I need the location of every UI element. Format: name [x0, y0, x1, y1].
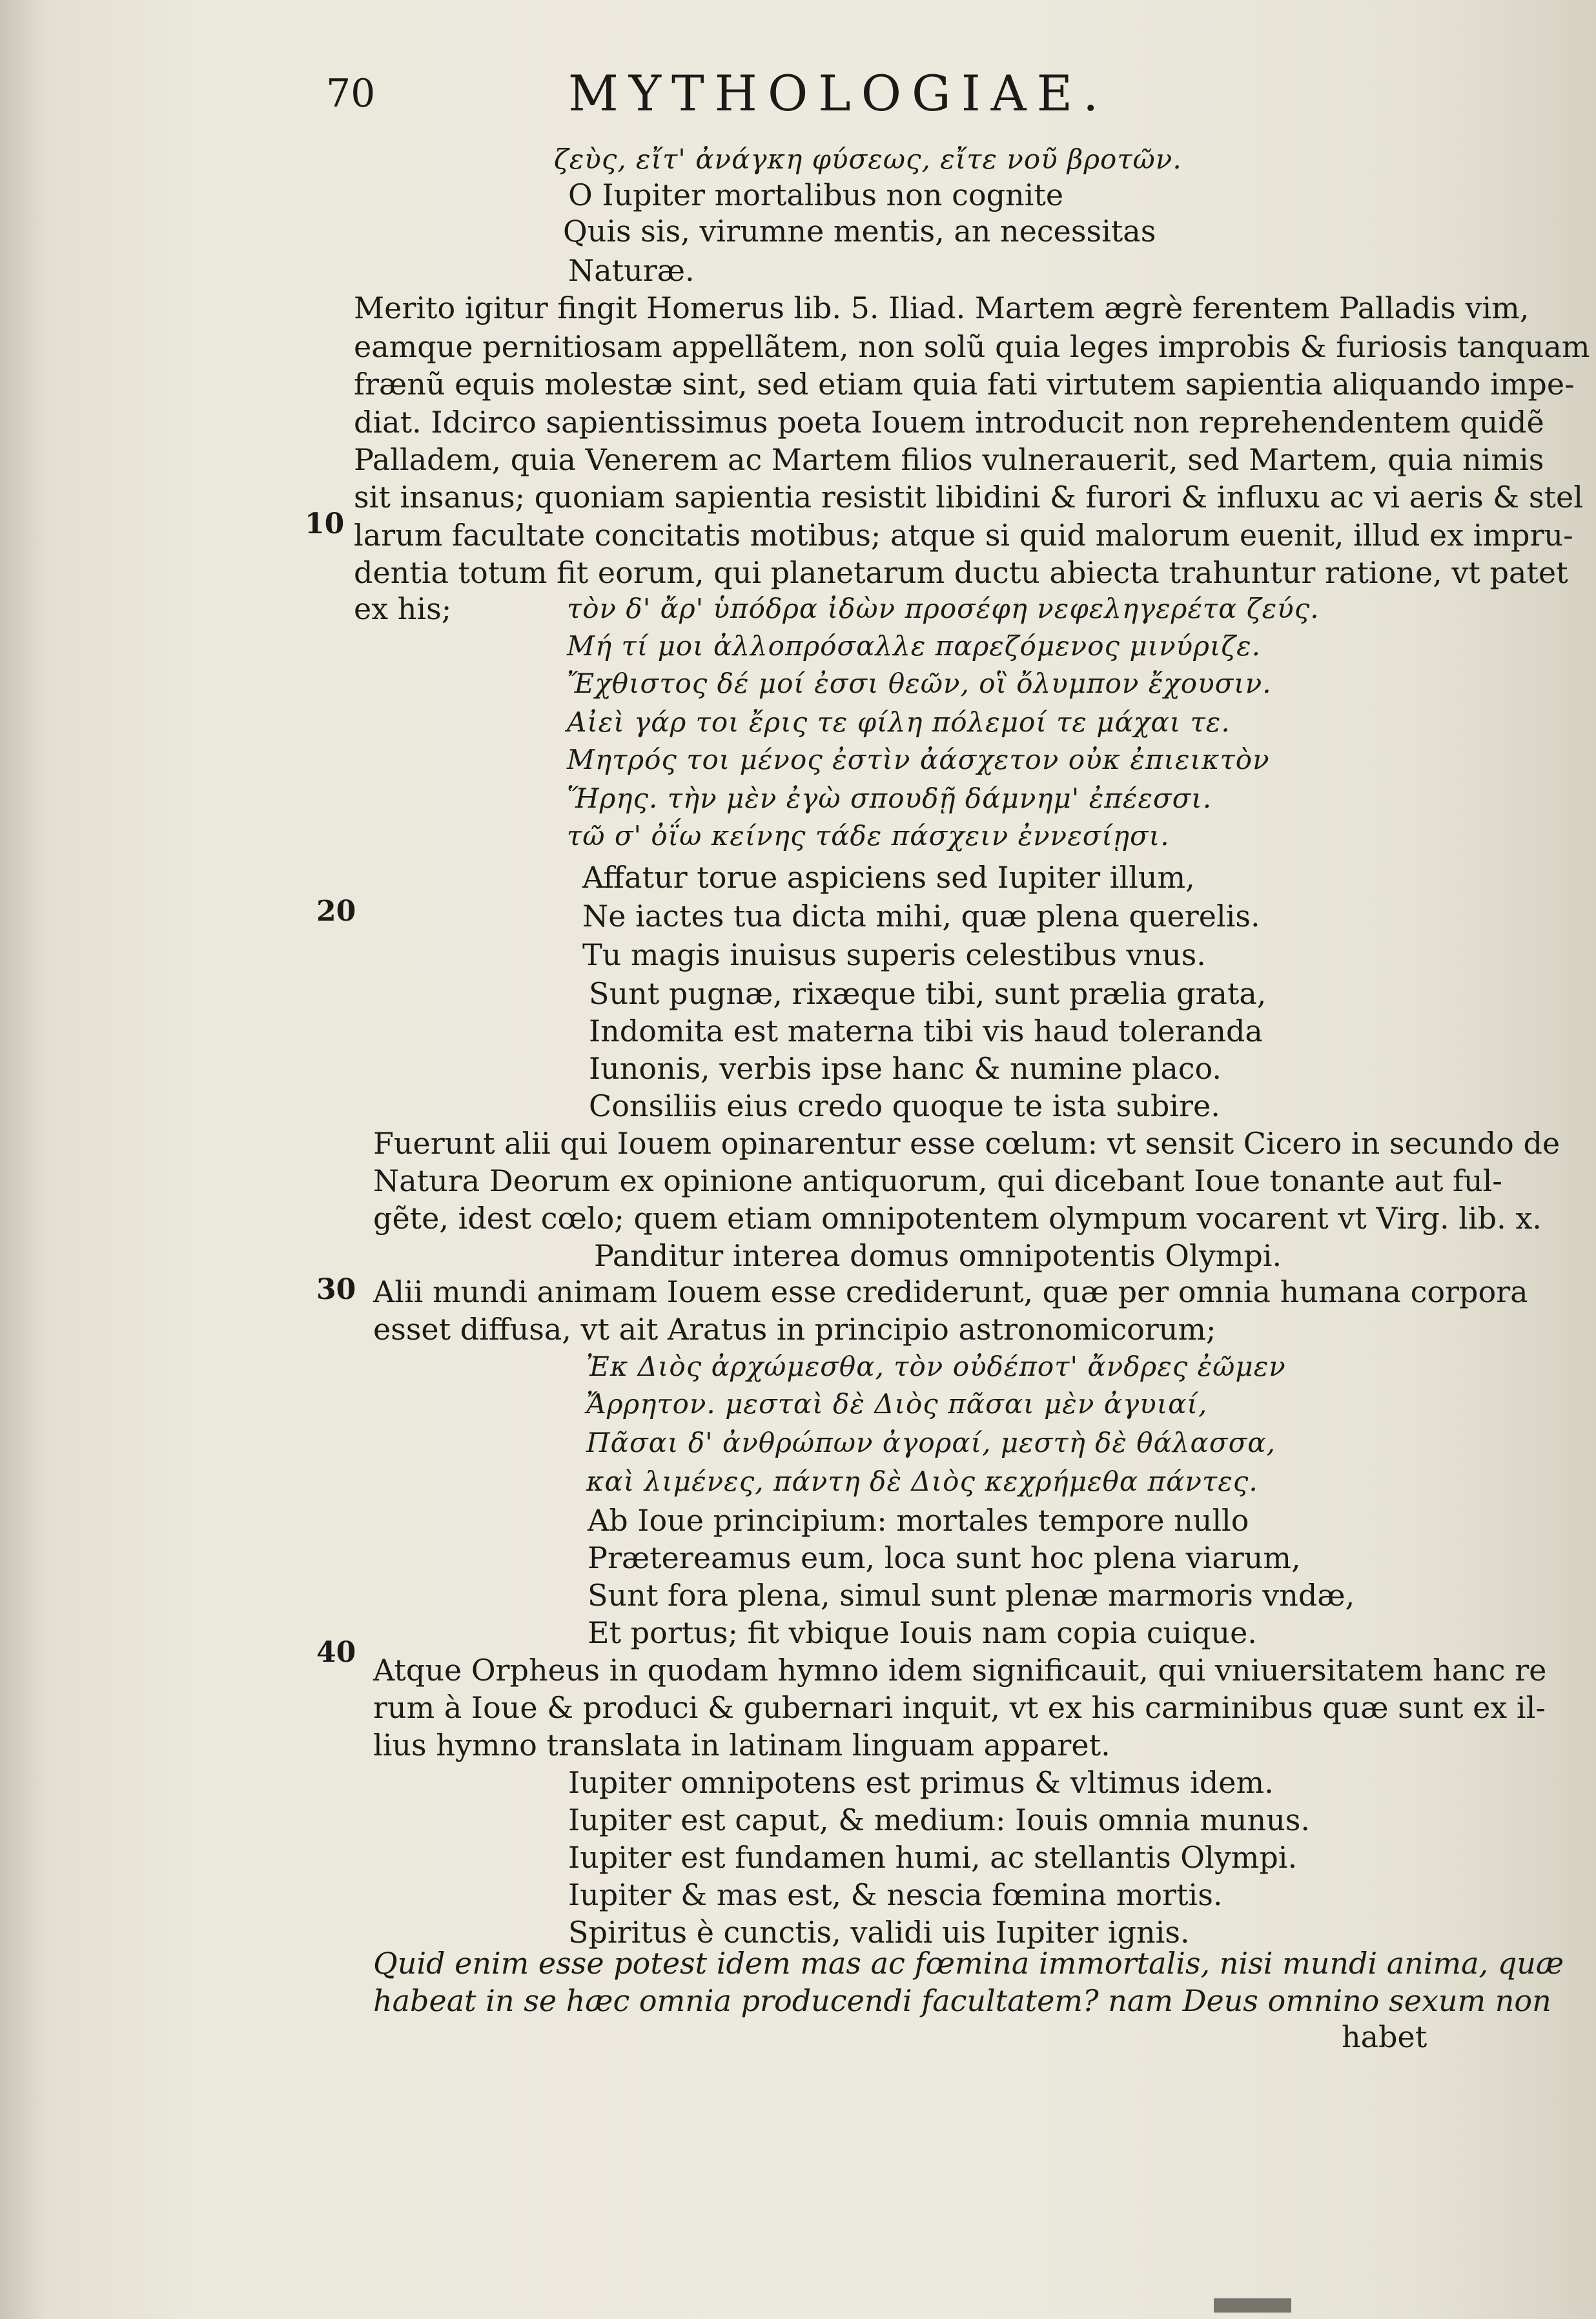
verse-line: Iupiter est fundamen humi, ac stellantis Olympi. [568, 1840, 1298, 1875]
prose-line: Atque Orpheus in quodam hymno idem significauit, qui vniuersitatem hanc re [373, 1653, 1547, 1688]
prose-line: sit insanus; quoniam sapientia resistit libidini & furori & influxu ac vi aeris & stel [354, 480, 1583, 515]
verse-line: Quis sis, virumne mentis, an necessitas [563, 214, 1156, 249]
verse-line: Ne iactes tua dicta mihi, quæ plena querelis. [582, 899, 1260, 934]
prose-line: dentia totum fit eorum, qui planetarum ductu abiecta trahuntur ratione, vt patet [354, 555, 1568, 590]
greek-verse-line: Αἰεὶ γάρ τοι ἔρις τε φίλη πόλεμοί τε μάχαι τε. [567, 706, 1231, 738]
verse-line: Naturæ. [568, 253, 695, 288]
verse-line: Iupiter omnipotens est primus & vltimus idem. [568, 1765, 1274, 1800]
prose-line: Quid enim esse potest idem mas ac fœmina immortalis, nisi mundi anima, quæ [373, 1946, 1564, 1981]
verse-line: Iupiter est caput, & medium: Iouis omnia munus. [568, 1803, 1310, 1837]
verse-line: Iunonis, verbis ipse hanc & numine placo. [589, 1051, 1222, 1086]
prose-line: gẽte, idest cœlo; quem etiam omnipotentem olympum vocarent vt Virg. lib. x. [373, 1201, 1542, 1236]
verse-line: Consiliis eius credo quoque te ista subire. [589, 1088, 1220, 1123]
catchword: habet [1342, 2019, 1427, 2054]
prose-line: esset diffusa, vt ait Aratus in principio astronomicorum; [373, 1312, 1216, 1347]
prose-line: Merito igitur fingit Homerus lib. 5. Iliad. Martem ægrè ferentem Palladis vim, [354, 291, 1530, 325]
line-number-20: 20 [316, 895, 356, 928]
prose-line: eamque pernitiosam appellãtem, non solũ quia leges improbis & furiosis tanquam [354, 329, 1590, 364]
binding-edge [1214, 2298, 1291, 2313]
verse-line: Ab Ioue principium: mortales tempore nullo [588, 1503, 1249, 1538]
page-number: 70 [326, 71, 376, 116]
prose-line: frænũ equis molestæ sint, sed etiam quia fati virtutem sapientia aliquando impe- [354, 367, 1575, 402]
greek-verse-line: Μητρός τοι μένος ἐστὶν ἀάσχετον οὐκ ἐπιεικτὸν [567, 744, 1270, 775]
greek-verse-line: τῶ σ' ὀΐω κείνης τάδε πάσχειν ἐννεσίῃσι. [567, 820, 1170, 852]
greek-verse-line: Ἔχθιστος δέ μοί ἐσσι θεῶν, οἳ ὄλυμπον ἔχουσιν. [567, 668, 1272, 699]
verse-line: Et portus; fit vbique Iouis nam copia cuique. [588, 1615, 1257, 1650]
prose-line: habeat in se hæc omnia producendi facultatem? nam Deus omnino sexum non [373, 1983, 1551, 2018]
greek-verse-line: τὸν δ' ἄρ' ὑπόδρα ἰδὼν προσέφη νεφεληγερέτα ζεύς. [567, 593, 1320, 624]
prose-line: Alii mundi animam Iouem esse crediderunt, quæ per omnia humana corpora [373, 1274, 1528, 1309]
verse-line: O Iupiter mortalibus non cognite [568, 178, 1064, 212]
verse-line: Prætereamus eum, loca sunt hoc plena viarum, [588, 1540, 1301, 1575]
verse-line: Tu magis inuisus superis celestibus vnus. [582, 937, 1206, 972]
verse-line: Indomita est materna tibi vis haud toleranda [589, 1014, 1263, 1048]
prose-line: rum à Ioue & produci & gubernari inquit, vt ex his carminibus quæ sunt ex il- [373, 1690, 1546, 1725]
greek-verse-line: Ἐκ Διὸς ἀρχώμεσθα, τὸν οὐδέποτ' ἄνδρες ἐῶμεν [586, 1351, 1286, 1382]
greek-verse-line: Πᾶσαι δ' ἀνθρώπων ἀγοραί, μεστὴ δὲ θάλασσα, [586, 1427, 1276, 1458]
verse-line: Affatur torue aspiciens sed Iupiter illum, [582, 860, 1195, 895]
verse-line: Sunt fora plena, simul sunt plenæ marmoris vndæ, [588, 1578, 1355, 1613]
greek-verse-line: Ἄρρητον. μεσταὶ δὲ Διὸς πᾶσαι μὲν ἀγυιαί, [586, 1388, 1208, 1420]
running-title: MYTHOLOGIAE. [568, 65, 1109, 122]
greek-verse-line: Ἥρης. τὴν μὲν ἐγὼ σπουδῇ δάμνημ' ἐπέεσσι. [567, 782, 1212, 814]
greek-verse-line: Μή τί μοι ἀλλοπρόσαλλε παρεζόμενος μινύριζε. [567, 630, 1262, 662]
greek-verse-line: ζεὺς, εἴτ' ἀνάγκη φύσεως, εἴτε νοῦ βροτῶν. [554, 143, 1182, 175]
prose-line: ex his; [354, 591, 452, 626]
prose-line: Palladem, quia Venerem ac Martem filios vulnerauerit, sed Martem, quia nimis [354, 442, 1544, 477]
verse-line: Iupiter & mas est, & nescia fœmina mortis. [568, 1877, 1223, 1912]
prose-line: Natura Deorum ex opinione antiquorum, qui dicebant Ioue tonante aut ful- [373, 1163, 1502, 1198]
line-number-40: 40 [316, 1636, 356, 1669]
prose-line: lius hymno translata in latinam linguam apparet. [373, 1728, 1110, 1762]
greek-verse-line: καὶ λιμένες, πάντη δὲ Διὸς κεχρήμεθα πάντες. [586, 1466, 1258, 1497]
line-number-30: 30 [316, 1273, 356, 1306]
prose-line: larum facultate concitatis motibus; atque si quid malorum euenit, illud ex impru- [354, 518, 1573, 553]
line-number-10: 10 [305, 507, 345, 540]
verse-line: Panditur interea domus omnipotentis Olympi. [594, 1238, 1282, 1273]
verse-line: Sunt pugnæ, rixæque tibi, sunt prælia grata, [589, 976, 1267, 1011]
prose-line: diat. Idcirco sapientissimus poeta Iouem introducit non reprehendentem quidẽ [354, 405, 1544, 440]
prose-line: Fuerunt alii qui Iouem opinarentur esse cœlum: vt sensit Cicero in secundo de [373, 1126, 1560, 1161]
verse-line: Spiritus è cunctis, validi uis Iupiter ignis. [568, 1915, 1190, 1950]
